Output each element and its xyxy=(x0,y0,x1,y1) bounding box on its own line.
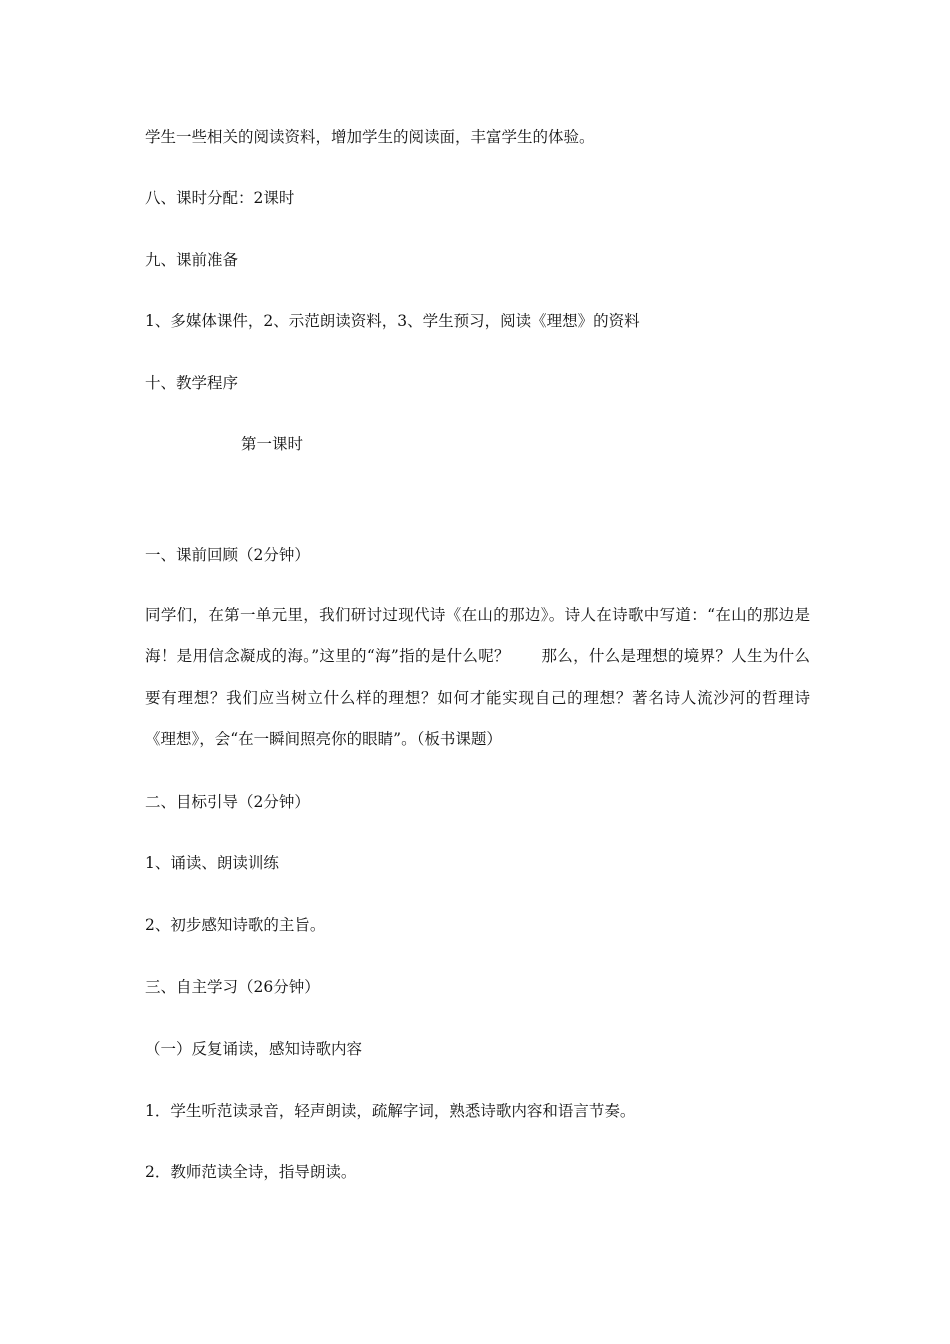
heading-first-lesson: 第一课时 xyxy=(241,435,304,453)
text-line-step-2: 2．教师范读全诗，指导朗读。 xyxy=(145,1163,357,1181)
text-line-reading-materials: 学生一些相关的阅读资料，增加学生的阅读面，丰富学生的体验。 xyxy=(145,128,595,146)
heading-teaching-procedure: 十、教学程序 xyxy=(145,374,239,392)
heading-repeated-reading: （一）反复诵读，感知诗歌内容 xyxy=(145,1040,363,1058)
heading-review: 一、课前回顾（2分钟） xyxy=(145,546,310,564)
paragraph-review-intro: 同学们，在第一单元里，我们研讨过现代诗《在山的那边》。诗人在诗歌中写道：“在山的那边是海！是用信念凝成的海。”这里的“海”指的是什么呢？ 那么，什么是理想的境界？人生为什么要有理想？我们应当树立什么样的理想？如何才能实现自己的理想？著名诗人流沙河的哲理诗《理想》，会“在一瞬间照亮你的眼睛”。（板书课题） xyxy=(145,606,810,748)
heading-class-hours: 八、课时分配：2课时 xyxy=(145,189,295,207)
heading-preparation: 九、课前准备 xyxy=(145,251,239,269)
heading-self-study: 三、自主学习（26分钟） xyxy=(145,978,320,996)
heading-goal-guidance: 二、目标引导（2分钟） xyxy=(145,793,310,811)
text-line-step-1: 1．学生听范读录音，轻声朗读，疏解字词，熟悉诗歌内容和语言节奏。 xyxy=(145,1102,636,1120)
text-line-goal-2: 2、初步感知诗歌的主旨。 xyxy=(145,916,326,934)
text-line-goal-1: 1、诵读、朗读训练 xyxy=(145,854,279,872)
text-line-preparation-items: 1、多媒体课件，2、示范朗读资料，3、学生预习，阅读《理想》的资料 xyxy=(145,312,640,330)
